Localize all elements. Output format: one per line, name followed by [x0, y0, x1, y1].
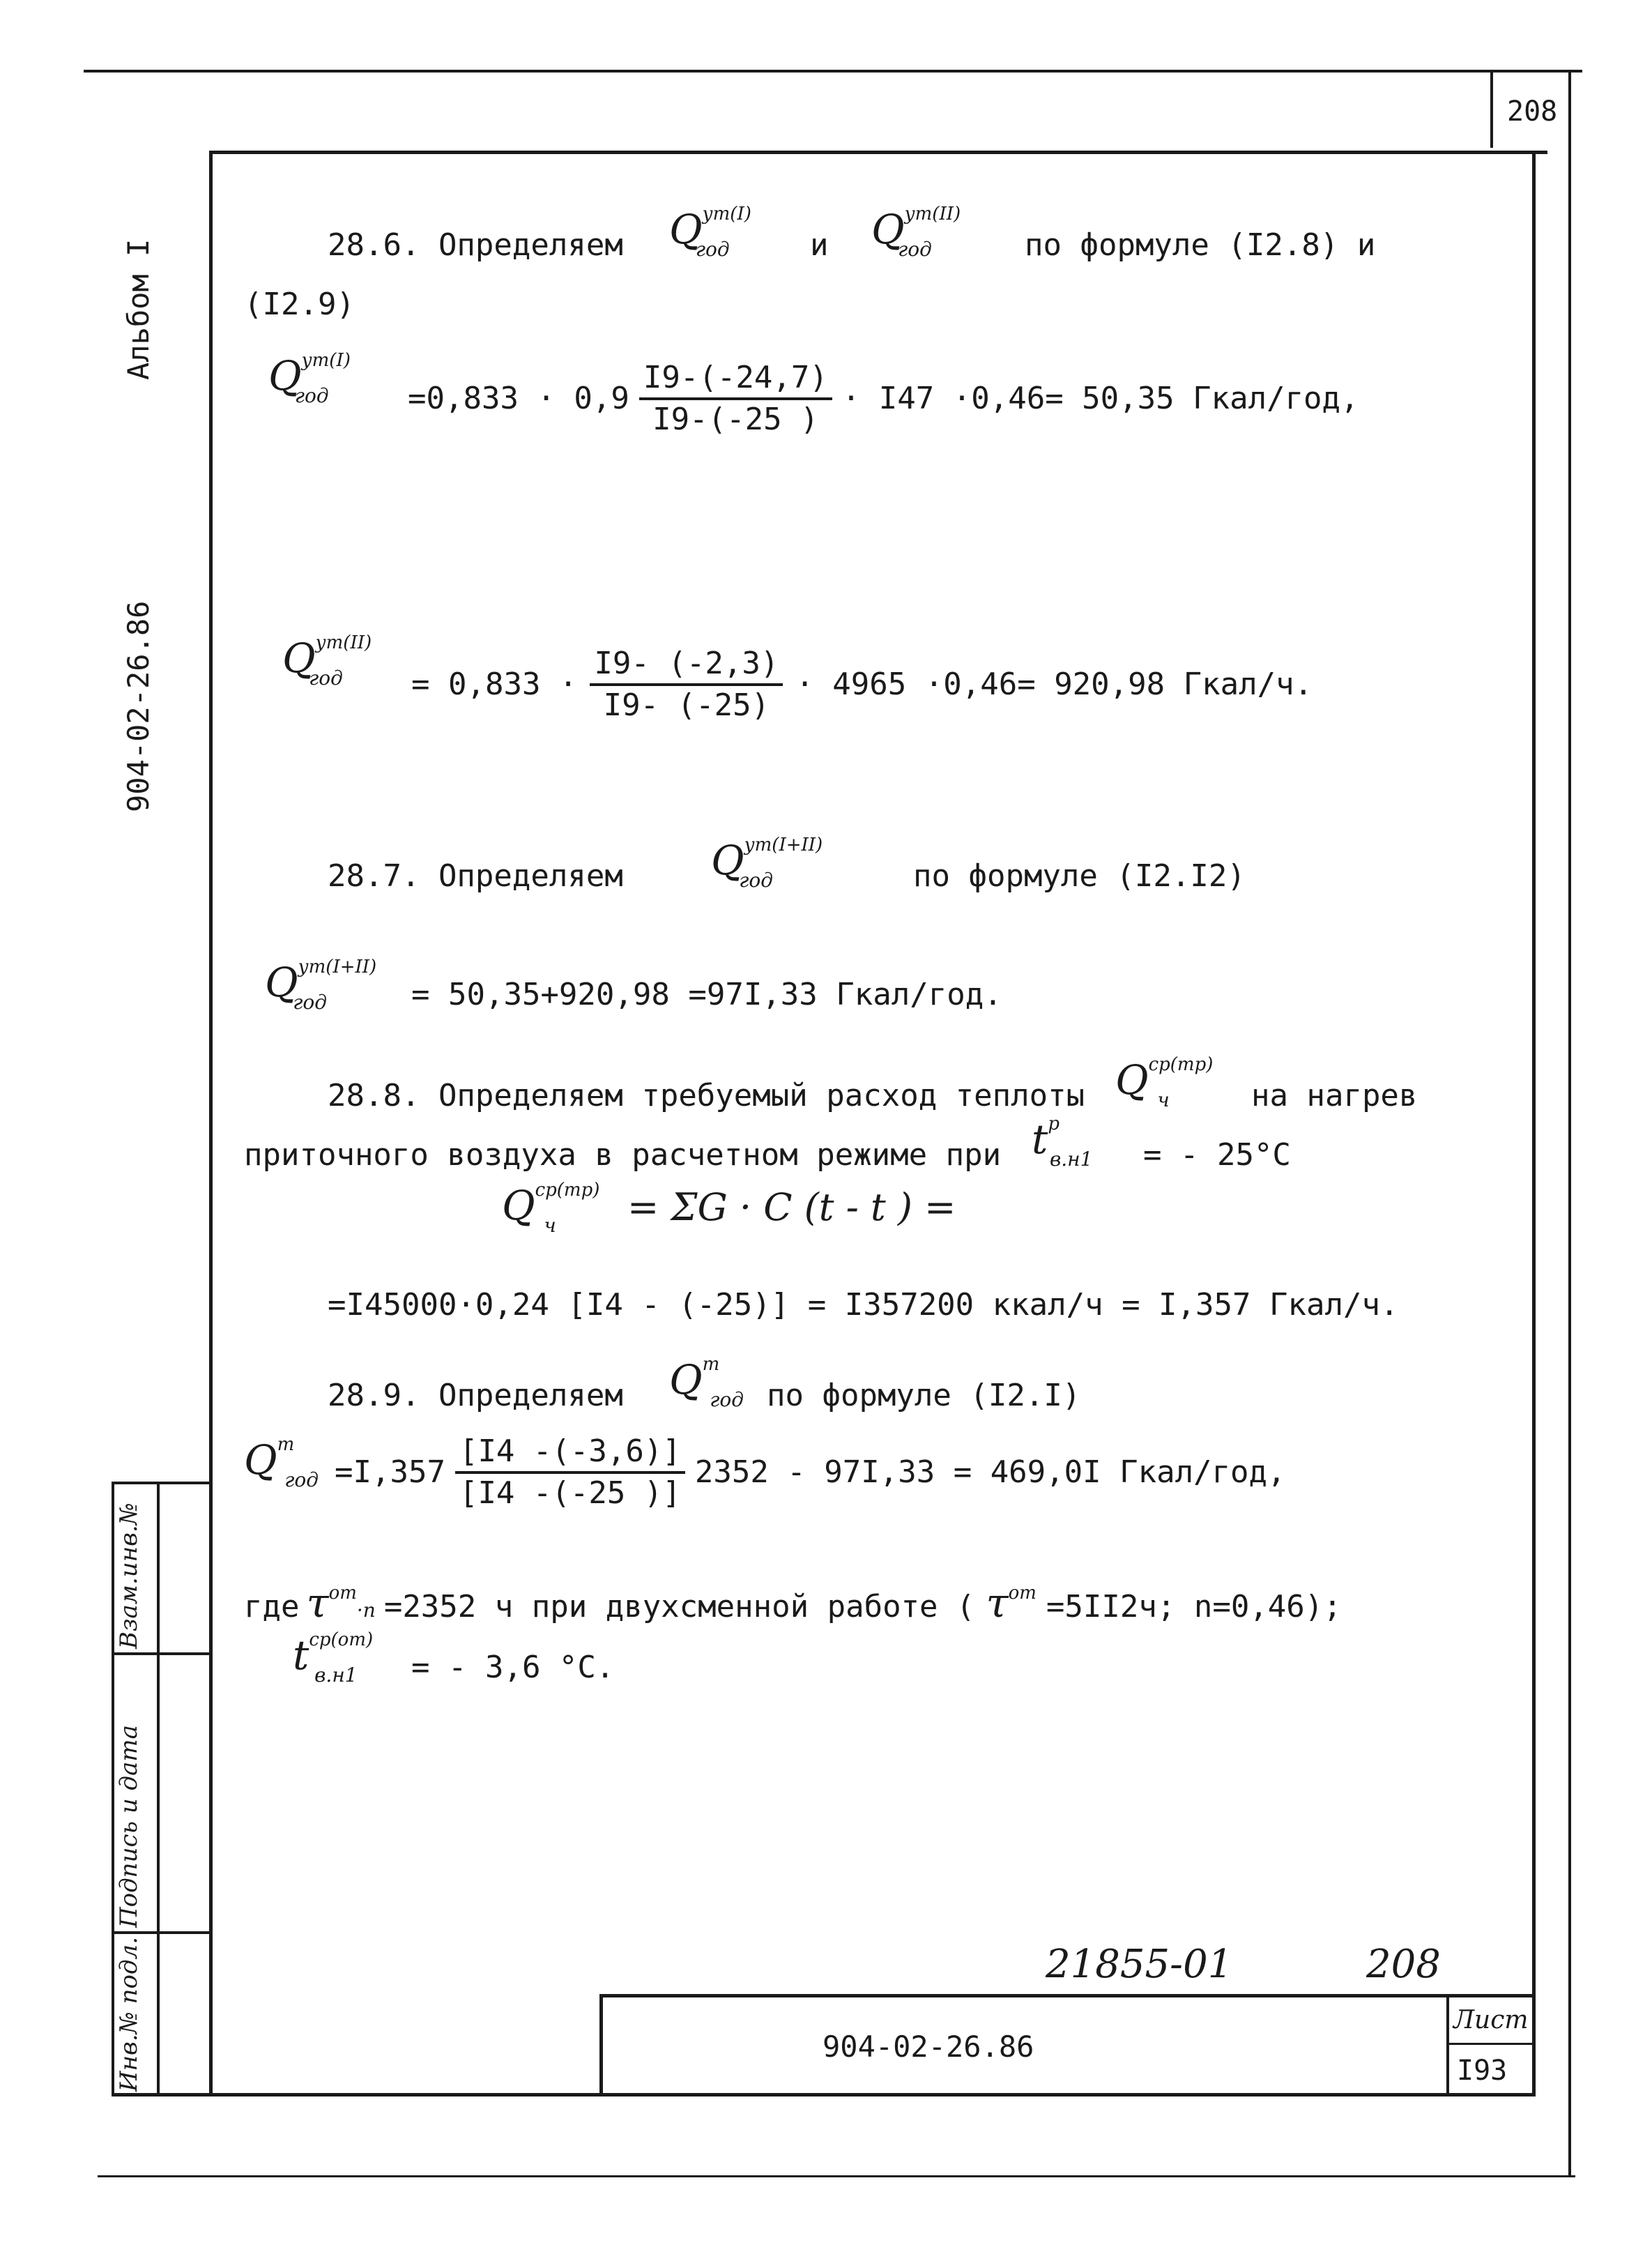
- s28-7-tail: по формуле (I2.I2): [913, 858, 1246, 894]
- f1-den: I9-(-25 ): [652, 402, 819, 437]
- stamp-sign: Подпись и дата: [115, 1725, 143, 1928]
- s28-8-q-sub: ч: [1157, 1088, 1170, 1111]
- stamp-col-border-mid: [157, 1482, 160, 2095]
- title-code: 904-02-26.86: [823, 2030, 1034, 2064]
- q-ut2-sub: год: [898, 238, 932, 261]
- sheet-label-line: [1446, 2043, 1534, 2045]
- stamp-col-border-top: [112, 1482, 213, 1484]
- f1-left: =0,833 · 0,9: [408, 381, 629, 416]
- f2-den: I9- (-25): [603, 687, 770, 723]
- handwritten-code: 21855-01: [1046, 1942, 1233, 1987]
- s28-7-result-q: Qут(I+II)год: [265, 957, 377, 1014]
- s28-9-where-line: где τ от ·n =2352 ч при двухсменной работе ( τ от =5II2ч; n=0,46);: [244, 1579, 1342, 1627]
- s28-6-conj: и: [810, 227, 829, 263]
- s28-6-tail: по формуле (I2.8) и: [1025, 227, 1376, 263]
- s28-8-line1: 28.8. Определяем требуемый расход теплоты: [328, 1078, 1085, 1113]
- f2-line: [411, 648, 1313, 721]
- q-ut1-symbol: Qут(I)год: [669, 204, 751, 261]
- f1-q-symbol: Qут(I)год: [268, 350, 351, 407]
- title-block-top: [599, 1994, 1534, 1997]
- stamp-col-border-left: [112, 1482, 114, 2095]
- s28-7-heading: 28.7. Определяем: [328, 858, 623, 894]
- q-ut1-sub: год: [695, 238, 730, 261]
- s28-9-t-val: = - 3,6 °С.: [411, 1650, 615, 1685]
- s28-8-formula: = ΣG · C (t - t ) =: [627, 1185, 956, 1229]
- s28-9-f-right: 2352 - 97I,33 = 469,0I Гкал/год,: [694, 1454, 1286, 1490]
- f1-right: · I47 ·0,46= 50,35 Гкал/год,: [841, 381, 1359, 416]
- frame-top: [209, 151, 1547, 154]
- tau2: τ: [986, 1579, 1009, 1627]
- album-label: Альбом I: [121, 238, 155, 380]
- f1-fraction: [639, 360, 832, 437]
- s28-7-result: = 50,35+920,98 =97I,33 Гкал/год.: [411, 977, 1002, 1012]
- f2-right: · 4965 ·0,46= 920,98 Гкал/ч.: [795, 667, 1313, 702]
- where-label: где: [244, 1589, 300, 1624]
- f2-left: = 0,833 ·: [411, 667, 578, 702]
- s28-6-heading-text: 28.6. Определяем: [328, 227, 623, 263]
- s28-9-formula-q: Qтгод: [244, 1434, 319, 1491]
- s28-8-line1-tail: на нагрев: [1251, 1078, 1418, 1113]
- handwritten-page: 208: [1366, 1942, 1441, 1987]
- right-edge: [1568, 70, 1571, 2175]
- sheet-label: Лист: [1453, 2006, 1529, 2034]
- f2-num: I9- (-2,3): [590, 648, 783, 686]
- bottom-rule: [98, 2175, 1575, 2177]
- s28-9-den: [I4 -(-25 )]: [459, 1475, 681, 1511]
- page-number-box-left: [1490, 73, 1493, 148]
- margin-doc-code: 904-02-26.86: [121, 600, 155, 812]
- title-block-left: [599, 1994, 603, 2095]
- s28-9-formula: [335, 1433, 1286, 1511]
- q-ut1-sup: ут(I): [702, 204, 751, 224]
- s28-8-calc: =I45000·0,24 [I4 - (-25)] = I357200 ккал/ч = I,357 Гкал/ч.: [328, 1287, 1399, 1323]
- s28-7-q-sup: ут(I+II): [744, 835, 823, 855]
- s28-8-formula-q: Qср(тр)ч: [502, 1180, 600, 1237]
- f2-fraction: [590, 648, 783, 721]
- s28-9-num: [I4 -(-3,6)]: [455, 1436, 685, 1474]
- top-rule: [84, 70, 1582, 73]
- stamp-col-div1: [112, 1652, 213, 1655]
- where-text: =2352 ч при двухсменной работе (: [383, 1589, 975, 1624]
- s28-8-q-symbol: Qср(тр)ч: [1115, 1054, 1214, 1111]
- s28-9-fraction: [455, 1433, 685, 1511]
- s28-9-f-left: =I,357: [335, 1454, 445, 1490]
- stamp-inv: Инв.№ подл.: [115, 1937, 143, 2092]
- s28-9-q-symbol: Qтгод: [669, 1354, 744, 1411]
- sheet-number: I93: [1457, 2055, 1508, 2087]
- q-ut2-symbol: Qут(II)год: [871, 204, 961, 261]
- s28-9-tail: по формуле (I2.I): [767, 1378, 1081, 1413]
- stamp-col-div2: [112, 1931, 213, 1934]
- s28-9-t-symbol: tср(от)в.н1: [293, 1629, 374, 1687]
- where-text2: =5II2ч; n=0,46);: [1046, 1589, 1342, 1624]
- f1-num: I9-(-24,7): [639, 363, 832, 400]
- page-number: 208: [1507, 96, 1558, 128]
- f1-line: [408, 360, 1359, 437]
- stamp-replaced: Взам.инв.№: [115, 1502, 143, 1649]
- q-ut2-sup: ут(II): [904, 204, 961, 224]
- s28-9-heading: 28.9. Определяем: [328, 1378, 623, 1413]
- s28-6-heading: [328, 227, 623, 263]
- frame-right: [1532, 151, 1536, 2096]
- s28-8-line2-tail: = - 25°С: [1143, 1137, 1291, 1173]
- s28-8-t-symbol: tрв.н1: [1032, 1113, 1093, 1171]
- s28-7-q-symbol: Qут(I+II)год: [711, 835, 823, 892]
- s28-6-cont: (I2.9): [244, 287, 355, 322]
- f2-q-symbol: Qут(II)год: [282, 632, 372, 690]
- frame-left: [209, 151, 213, 2096]
- frame-bottom: [112, 2093, 1536, 2096]
- tau1: τ: [306, 1579, 329, 1627]
- s28-8-line2: приточного воздуха в расчетном режиме при: [244, 1137, 1002, 1173]
- s28-8-q-sup: ср(тр): [1148, 1054, 1214, 1075]
